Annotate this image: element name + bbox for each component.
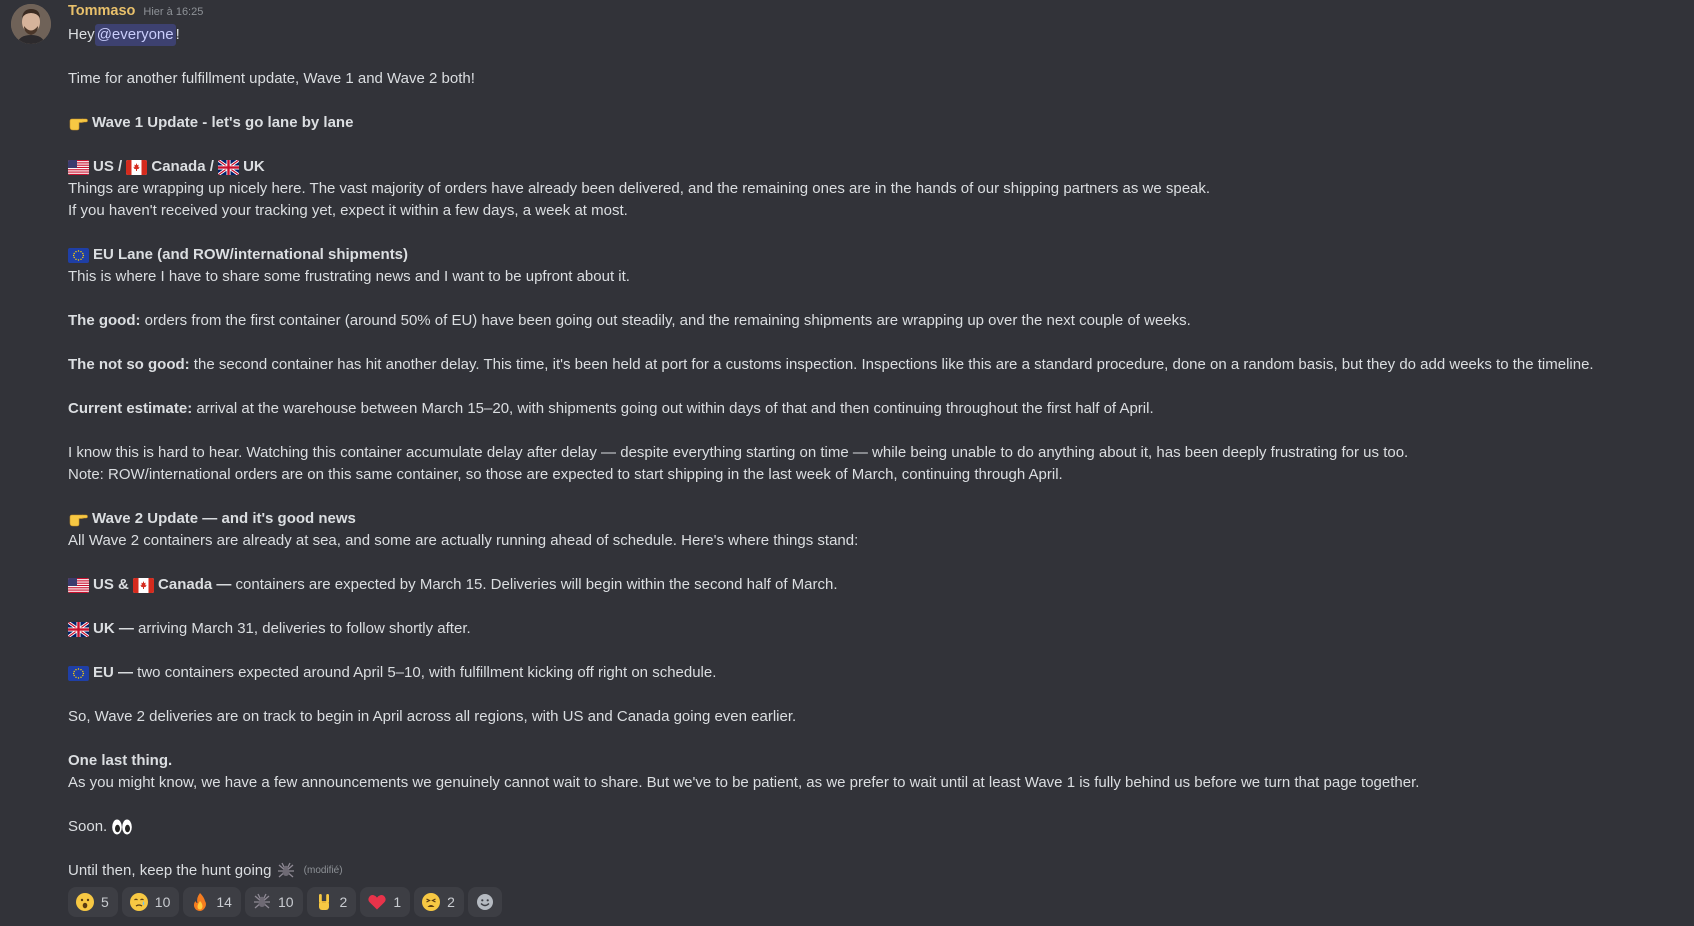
spider-icon [252,892,272,912]
greeting-line: Hey @everyone ! [68,24,1678,46]
point-right-icon [68,113,88,133]
spider-icon [276,861,296,881]
user-avatar-icon [11,4,51,44]
estimate-line: Current estimate: arrival at the warehouse between March 15–20, with shipments going out within days of that and then continuing throughout the first half of April. [68,400,1154,417]
message-timestamp[interactable]: Hier à 16:25 [143,6,204,18]
reaction-count: 2 [339,894,348,910]
author-name[interactable]: Tommaso [68,3,136,19]
astonished-icon [75,892,95,912]
eu-text: This is where I have to share some frustrating news and I want to be upfront about it. [68,268,630,285]
eu-flag-icon [68,666,89,681]
reaction-bar [68,887,502,917]
hard-to-hear-line: I know this is hard to hear. Watching this container accumulate delay after delay — despite everything starting on time — while being unable to do anything about it, has been deeply frustrating for us too. [68,444,1409,461]
add-reaction-button[interactable] [468,887,502,917]
last-thing-text: As you might know, we have a few announcements we genuinely cannot wait to share. But we've to be patient, as we prefer to wait until at least Wave 1 is fully behind us before we turn that page together. [68,774,1420,791]
summary-line: So, Wave 2 deliveries are on track to begin in April across all regions, with US and Canada going even earlier. [68,708,797,725]
add-reaction-icon [475,892,495,912]
note-line: Note: ROW/international orders are on this same container, so those are expected to start shipping in the last week of March, continuing through April. [68,466,1063,483]
uk-flag-icon [68,622,89,637]
everyone-mention[interactable]: @everyone [95,24,176,46]
eyes-icon [111,817,133,837]
wave2-eu-line: EU — two containers expected around April 5–10, with fulfillment kicking off right on schedule. [68,662,1678,684]
not-so-good-line: The not so good: the second container has hit another delay. This time, it's been held at port for a customs inspection. Inspections like this are a standard procedure, done on a random basis, but they do add weeks to the timeline. [68,356,1594,373]
heart-icon [367,892,387,912]
message-content [68,24,1678,882]
lane1-heading: US / Canada / UK [68,156,1678,178]
reaction-heart[interactable] [360,887,410,917]
edited-label[interactable]: (modifié) [303,865,343,876]
eu-heading: EU Lane (and ROW/international shipments) [68,244,1678,266]
crying-face-icon [129,892,149,912]
reaction-crying[interactable] [122,887,180,917]
reaction-count: 10 [154,894,171,910]
reaction-count: 14 [216,894,232,910]
us-flag-icon [68,578,89,593]
canada-flag-icon [126,160,147,175]
wave2-us-canada-line: US & Canada — containers are expected by March 15. Deliveries will begin within the second half of March. [68,574,1678,596]
intro-line: Time for another fulfillment update, Wave 1 and Wave 2 both! [68,70,475,87]
point-right-icon [68,509,88,529]
lane1-text-1: Things are wrapping up nicely here. The vast majority of orders have already been delivered, and the remaining ones are in the hands of our shipping partners as we speak. [68,180,1211,197]
eu-flag-icon [68,248,89,263]
message-header [68,3,203,23]
wave1-heading: Wave 1 Update - let's go lane by lane [68,112,1678,134]
good-line: The good: orders from the first container (around 50% of EU) have been going out steadily, and the remaining shipments are wrapping up over the next couple of weeks. [68,312,1191,329]
reaction-fire[interactable] [183,887,241,917]
until-line: Until then, keep the hunt going (modifié) [68,860,1678,882]
uk-flag-icon [218,160,239,175]
wave2-uk-line: UK — arriving March 31, deliveries to follow shortly after. [68,618,1678,640]
reaction-astonished[interactable] [68,887,118,917]
fire-icon [190,892,210,912]
reaction-count: 1 [393,894,402,910]
reaction-count: 5 [101,894,109,910]
us-flag-icon [68,160,89,175]
tired-face-icon [421,892,441,912]
reaction-count: 2 [447,894,455,910]
soon-line: Soon. [68,816,1678,838]
last-thing-heading: One last thing. [68,752,173,769]
wave2-heading: Wave 2 Update — and it's good news [68,508,1678,530]
reaction-count: 10 [277,894,294,910]
wave2-text: All Wave 2 containers are already at sea, and some are actually running ahead of schedule. Here's where things stand: [68,532,859,549]
reaction-spider[interactable] [245,887,303,917]
rock-on-icon [314,892,334,912]
avatar[interactable] [11,4,51,44]
lane1-text-2: If you haven't received your tracking yet, expect it within a few days, a week at most. [68,202,628,219]
canada-flag-icon [133,578,154,593]
reaction-tired[interactable] [414,887,464,917]
reaction-rock-on[interactable] [307,887,357,917]
